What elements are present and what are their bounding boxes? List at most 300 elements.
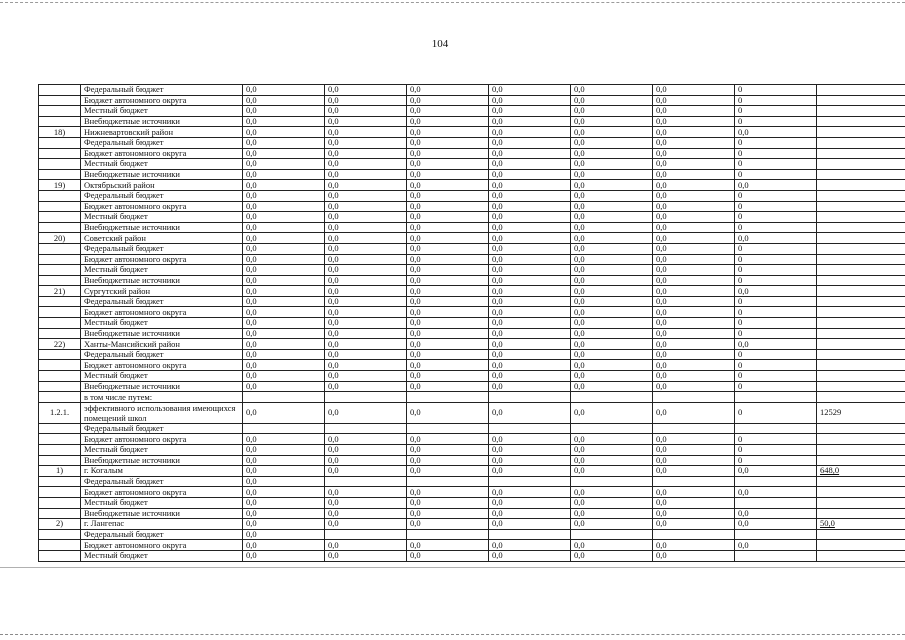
total-cell <box>817 445 905 456</box>
value-cell: 0,0 <box>489 445 571 456</box>
row-index-cell: 1.2.1. <box>39 402 81 423</box>
value-cell: 0,0 <box>653 402 735 423</box>
table-row <box>39 275 905 286</box>
table-row <box>39 402 905 423</box>
total-cell <box>817 254 905 265</box>
row-index-cell <box>39 169 81 180</box>
value-cell: 0,0 <box>243 190 325 201</box>
value-cell: 0,0 <box>325 222 407 233</box>
value-cell: 0,0 <box>243 318 325 329</box>
value-cell: 0,0 <box>243 381 325 392</box>
table-row <box>39 127 905 138</box>
table-row <box>39 455 905 466</box>
value-cell: 0,0 <box>325 360 407 371</box>
row-index-cell <box>39 392 81 403</box>
value-cell: 0,0 <box>571 540 653 551</box>
table-row <box>39 169 905 180</box>
row-name-cell: Бюджет автономного округа <box>81 487 243 498</box>
row-index-cell <box>39 455 81 466</box>
row-index-cell: 22) <box>39 339 81 350</box>
total-cell <box>817 550 905 561</box>
value-cell: 0,0 <box>489 508 571 519</box>
value-cell: 0,0 <box>407 339 489 350</box>
table-row <box>39 116 905 127</box>
total-cell <box>817 455 905 466</box>
value-cell <box>243 392 325 403</box>
value-cell: 0,0 <box>571 159 653 170</box>
value-cell: 0,0 <box>243 434 325 445</box>
value-cell: 0 <box>735 275 817 286</box>
value-cell: 0 <box>735 106 817 117</box>
row-index-cell <box>39 381 81 392</box>
value-cell: 0,0 <box>489 254 571 265</box>
value-cell <box>407 529 489 540</box>
value-cell: 0,0 <box>489 550 571 561</box>
table-row <box>39 381 905 392</box>
value-cell <box>325 476 407 487</box>
value-cell: 0,0 <box>571 275 653 286</box>
value-cell: 0,0 <box>571 243 653 254</box>
value-cell: 0,0 <box>243 455 325 466</box>
value-cell <box>489 529 571 540</box>
value-cell: 0,0 <box>653 106 735 117</box>
value-cell: 0,0 <box>653 169 735 180</box>
value-cell: 0,0 <box>325 201 407 212</box>
total-cell <box>817 381 905 392</box>
total-cell <box>817 360 905 371</box>
value-cell: 0 <box>735 243 817 254</box>
value-cell: 0,0 <box>407 180 489 191</box>
value-cell: 0,0 <box>735 540 817 551</box>
value-cell: 0,0 <box>243 339 325 350</box>
value-cell: 0,0 <box>489 487 571 498</box>
value-cell: 0,0 <box>653 349 735 360</box>
value-cell: 0,0 <box>489 116 571 127</box>
value-cell: 0,0 <box>571 127 653 138</box>
value-cell <box>735 529 817 540</box>
total-cell <box>817 318 905 329</box>
row-name-cell: Бюджет автономного округа <box>81 201 243 212</box>
row-index-cell <box>39 212 81 223</box>
value-cell <box>571 423 653 434</box>
value-cell <box>653 423 735 434</box>
row-name-cell: Федеральный бюджет <box>81 243 243 254</box>
total-cell <box>817 339 905 350</box>
value-cell: 0,0 <box>243 296 325 307</box>
value-cell: 0,0 <box>243 349 325 360</box>
row-name-cell: Местный бюджет <box>81 445 243 456</box>
value-cell: 0,0 <box>653 222 735 233</box>
table-row <box>39 540 905 551</box>
value-cell: 0,0 <box>325 434 407 445</box>
row-name-cell: в том числе путем: <box>81 392 243 403</box>
value-cell: 0,0 <box>571 508 653 519</box>
value-cell <box>489 392 571 403</box>
total-cell <box>817 275 905 286</box>
value-cell: 0,0 <box>325 307 407 318</box>
value-cell: 0,0 <box>653 275 735 286</box>
row-name-cell: Федеральный бюджет <box>81 423 243 434</box>
value-cell: 0,0 <box>735 127 817 138</box>
value-cell: 0,0 <box>571 402 653 423</box>
value-cell: 0,0 <box>571 233 653 244</box>
value-cell: 0,0 <box>407 85 489 96</box>
value-cell: 0,0 <box>489 159 571 170</box>
value-cell: 0 <box>735 95 817 106</box>
value-cell: 0,0 <box>407 116 489 127</box>
total-cell <box>817 169 905 180</box>
value-cell: 0,0 <box>325 455 407 466</box>
row-name-cell: Федеральный бюджет <box>81 296 243 307</box>
value-cell: 0,0 <box>243 243 325 254</box>
row-name-cell: Местный бюджет <box>81 318 243 329</box>
value-cell: 0,0 <box>407 254 489 265</box>
value-cell: 0,0 <box>571 466 653 477</box>
row-name-cell: Федеральный бюджет <box>81 349 243 360</box>
value-cell: 0,0 <box>243 476 325 487</box>
value-cell: 0,0 <box>735 487 817 498</box>
value-cell: 0,0 <box>407 169 489 180</box>
value-cell <box>407 392 489 403</box>
row-name-cell: Федеральный бюджет <box>81 137 243 148</box>
total-cell <box>817 148 905 159</box>
row-name-cell: Местный бюджет <box>81 265 243 276</box>
value-cell: 0,0 <box>489 328 571 339</box>
value-cell: 0,0 <box>325 106 407 117</box>
value-cell: 0,0 <box>407 201 489 212</box>
table-row <box>39 339 905 350</box>
row-name-cell: Советский район <box>81 233 243 244</box>
table-row <box>39 529 905 540</box>
value-cell: 0,0 <box>325 190 407 201</box>
row-index-cell <box>39 318 81 329</box>
value-cell: 0,0 <box>407 508 489 519</box>
value-cell: 0,0 <box>243 286 325 297</box>
value-cell: 0,0 <box>653 180 735 191</box>
table-row <box>39 349 905 360</box>
value-cell: 0,0 <box>653 466 735 477</box>
value-cell: 0,0 <box>571 307 653 318</box>
total-cell <box>817 180 905 191</box>
value-cell: 0,0 <box>653 328 735 339</box>
value-cell: 0,0 <box>489 127 571 138</box>
value-cell: 0,0 <box>735 508 817 519</box>
value-cell: 0,0 <box>325 339 407 350</box>
value-cell: 0,0 <box>243 466 325 477</box>
total-cell <box>817 328 905 339</box>
value-cell: 0 <box>735 137 817 148</box>
value-cell: 0,0 <box>489 519 571 530</box>
value-cell: 0,0 <box>407 106 489 117</box>
value-cell: 0,0 <box>571 212 653 223</box>
row-name-cell: Бюджет автономного округа <box>81 360 243 371</box>
value-cell: 0,0 <box>407 328 489 339</box>
value-cell: 0,0 <box>325 328 407 339</box>
value-cell: 0,0 <box>325 550 407 561</box>
value-cell: 0,0 <box>407 286 489 297</box>
value-cell: 0,0 <box>653 519 735 530</box>
row-index-cell <box>39 106 81 117</box>
value-cell: 0,0 <box>407 95 489 106</box>
value-cell: 0 <box>735 445 817 456</box>
value-cell: 0,0 <box>489 106 571 117</box>
row-index-cell <box>39 423 81 434</box>
value-cell: 0,0 <box>489 180 571 191</box>
row-name-cell: Внебюджетные источники <box>81 455 243 466</box>
row-index-cell: 18) <box>39 127 81 138</box>
value-cell: 0 <box>735 201 817 212</box>
value-cell: 0,0 <box>325 233 407 244</box>
value-cell: 0,0 <box>243 180 325 191</box>
table-row <box>39 328 905 339</box>
value-cell: 0,0 <box>243 201 325 212</box>
row-index-cell <box>39 497 81 508</box>
value-cell: 0 <box>735 307 817 318</box>
value-cell: 0,0 <box>489 434 571 445</box>
value-cell: 0,0 <box>489 349 571 360</box>
row-index-cell <box>39 349 81 360</box>
value-cell: 0,0 <box>489 137 571 148</box>
value-cell <box>571 392 653 403</box>
table-row <box>39 159 905 170</box>
value-cell <box>407 423 489 434</box>
row-name-cell: г. Когалым <box>81 466 243 477</box>
table-row <box>39 508 905 519</box>
row-index-cell: 2) <box>39 519 81 530</box>
row-index-cell <box>39 190 81 201</box>
value-cell: 0,0 <box>571 328 653 339</box>
value-cell: 0,0 <box>243 106 325 117</box>
row-index-cell: 19) <box>39 180 81 191</box>
value-cell: 0,0 <box>571 434 653 445</box>
value-cell: 0,0 <box>653 212 735 223</box>
value-cell: 0,0 <box>407 445 489 456</box>
value-cell: 0,0 <box>243 137 325 148</box>
total-cell <box>817 476 905 487</box>
value-cell: 0,0 <box>489 497 571 508</box>
table-row <box>39 371 905 382</box>
value-cell: 0,0 <box>571 455 653 466</box>
value-cell: 0,0 <box>653 318 735 329</box>
row-name-cell: Бюджет автономного округа <box>81 148 243 159</box>
row-index-cell <box>39 487 81 498</box>
row-name-cell: Внебюджетные источники <box>81 116 243 127</box>
row-index-cell: 21) <box>39 286 81 297</box>
value-cell: 0,0 <box>407 487 489 498</box>
value-cell: 0 <box>735 190 817 201</box>
value-cell: 0,0 <box>243 275 325 286</box>
row-index-cell <box>39 254 81 265</box>
value-cell: 0,0 <box>653 95 735 106</box>
value-cell: 0,0 <box>571 286 653 297</box>
value-cell: 0,0 <box>407 222 489 233</box>
value-cell: 0,0 <box>407 127 489 138</box>
value-cell: 0,0 <box>407 233 489 244</box>
value-cell: 0,0 <box>653 233 735 244</box>
value-cell: 0 <box>735 360 817 371</box>
row-index-cell <box>39 85 81 96</box>
value-cell: 0,0 <box>653 445 735 456</box>
row-index-cell <box>39 201 81 212</box>
value-cell: 0,0 <box>325 95 407 106</box>
value-cell: 0,0 <box>407 190 489 201</box>
value-cell: 0,0 <box>571 349 653 360</box>
value-cell <box>735 476 817 487</box>
value-cell: 0,0 <box>407 349 489 360</box>
value-cell: 0,0 <box>243 265 325 276</box>
value-cell: 0,0 <box>735 180 817 191</box>
value-cell <box>735 423 817 434</box>
value-cell: 0 <box>735 434 817 445</box>
value-cell: 0,0 <box>571 360 653 371</box>
row-index-cell <box>39 307 81 318</box>
value-cell: 0,0 <box>325 519 407 530</box>
value-cell: 0,0 <box>571 371 653 382</box>
value-cell: 0,0 <box>653 148 735 159</box>
total-cell <box>817 423 905 434</box>
row-name-cell: Внебюджетные источники <box>81 381 243 392</box>
value-cell: 0,0 <box>407 148 489 159</box>
value-cell: 0,0 <box>243 508 325 519</box>
value-cell: 0,0 <box>325 159 407 170</box>
value-cell: 0,0 <box>653 116 735 127</box>
value-cell: 0,0 <box>325 116 407 127</box>
row-name-cell: Местный бюджет <box>81 159 243 170</box>
value-cell: 0,0 <box>571 106 653 117</box>
row-name-cell: Бюджет автономного округа <box>81 254 243 265</box>
value-cell: 0,0 <box>407 519 489 530</box>
value-cell: 0,0 <box>653 254 735 265</box>
value-cell: 0,0 <box>571 550 653 561</box>
total-cell: 648,0 <box>817 466 905 477</box>
value-cell <box>735 497 817 508</box>
row-name-cell: Внебюджетные источники <box>81 169 243 180</box>
value-cell: 0,0 <box>653 127 735 138</box>
page-number: 104 <box>431 38 449 50</box>
value-cell: 0 <box>735 148 817 159</box>
total-cell <box>817 296 905 307</box>
row-name-cell: Местный бюджет <box>81 550 243 561</box>
row-name-cell: эффективного использования имеющихся помещений школ <box>81 402 243 423</box>
value-cell: 0,0 <box>735 519 817 530</box>
value-cell: 0,0 <box>243 540 325 551</box>
row-index-cell <box>39 360 81 371</box>
value-cell: 0,0 <box>571 180 653 191</box>
value-cell: 0,0 <box>243 519 325 530</box>
total-cell <box>817 349 905 360</box>
row-name-cell: Федеральный бюджет <box>81 476 243 487</box>
value-cell: 0,0 <box>407 243 489 254</box>
value-cell: 0,0 <box>489 286 571 297</box>
value-cell: 0,0 <box>571 137 653 148</box>
value-cell: 0 <box>735 296 817 307</box>
table-row <box>39 423 905 434</box>
value-cell: 0,0 <box>571 497 653 508</box>
row-name-cell: Местный бюджет <box>81 106 243 117</box>
value-cell: 0,0 <box>407 371 489 382</box>
value-cell: 0 <box>735 254 817 265</box>
value-cell: 0,0 <box>653 85 735 96</box>
value-cell: 0,0 <box>489 265 571 276</box>
value-cell: 0,0 <box>735 233 817 244</box>
value-cell: 0,0 <box>407 434 489 445</box>
table-row <box>39 233 905 244</box>
value-cell: 0,0 <box>735 286 817 297</box>
value-cell: 0,0 <box>653 201 735 212</box>
value-cell: 0,0 <box>325 508 407 519</box>
value-cell <box>571 476 653 487</box>
value-cell: 0,0 <box>407 296 489 307</box>
value-cell: 0,0 <box>243 550 325 561</box>
value-cell: 0,0 <box>243 148 325 159</box>
value-cell: 0,0 <box>325 487 407 498</box>
row-index-cell <box>39 550 81 561</box>
value-cell: 0,0 <box>243 487 325 498</box>
row-name-cell: Бюджет автономного округа <box>81 540 243 551</box>
row-index-cell <box>39 243 81 254</box>
table-row <box>39 296 905 307</box>
budget-table <box>38 84 905 562</box>
row-index-cell <box>39 275 81 286</box>
total-cell <box>817 212 905 223</box>
value-cell: 0,0 <box>243 402 325 423</box>
value-cell: 0,0 <box>489 190 571 201</box>
row-index-cell <box>39 434 81 445</box>
total-cell <box>817 529 905 540</box>
row-name-cell: Федеральный бюджет <box>81 529 243 540</box>
row-name-cell: Бюджет автономного округа <box>81 434 243 445</box>
value-cell: 0,0 <box>407 212 489 223</box>
row-index-cell <box>39 476 81 487</box>
value-cell: 0,0 <box>489 466 571 477</box>
value-cell: 0,0 <box>407 318 489 329</box>
total-cell <box>817 106 905 117</box>
value-cell: 0,0 <box>653 159 735 170</box>
value-cell: 0,0 <box>243 233 325 244</box>
value-cell: 0,0 <box>571 222 653 233</box>
table-row <box>39 148 905 159</box>
value-cell: 0,0 <box>653 371 735 382</box>
row-name-cell: Местный бюджет <box>81 371 243 382</box>
value-cell: 0,0 <box>571 265 653 276</box>
value-cell: 0,0 <box>571 296 653 307</box>
value-cell: 0,0 <box>325 445 407 456</box>
table-row <box>39 243 905 254</box>
row-name-cell: Нижневартовский район <box>81 127 243 138</box>
table-row <box>39 265 905 276</box>
value-cell: 0,0 <box>325 265 407 276</box>
value-cell: 0,0 <box>325 497 407 508</box>
value-cell: 0,0 <box>325 137 407 148</box>
value-cell: 0,0 <box>243 497 325 508</box>
total-cell <box>817 137 905 148</box>
value-cell: 0,0 <box>325 243 407 254</box>
table-row <box>39 392 905 403</box>
value-cell: 0,0 <box>407 275 489 286</box>
value-cell: 0,0 <box>243 127 325 138</box>
value-cell: 0 <box>735 371 817 382</box>
table-body <box>39 85 905 562</box>
value-cell: 0,0 <box>653 339 735 350</box>
row-index-cell <box>39 529 81 540</box>
value-cell: 0,0 <box>325 349 407 360</box>
value-cell: 0,0 <box>243 222 325 233</box>
row-index-cell <box>39 265 81 276</box>
value-cell: 0,0 <box>653 243 735 254</box>
row-name-cell: г. Лангепас <box>81 519 243 530</box>
row-index-cell: 1) <box>39 466 81 477</box>
value-cell: 0,0 <box>653 487 735 498</box>
